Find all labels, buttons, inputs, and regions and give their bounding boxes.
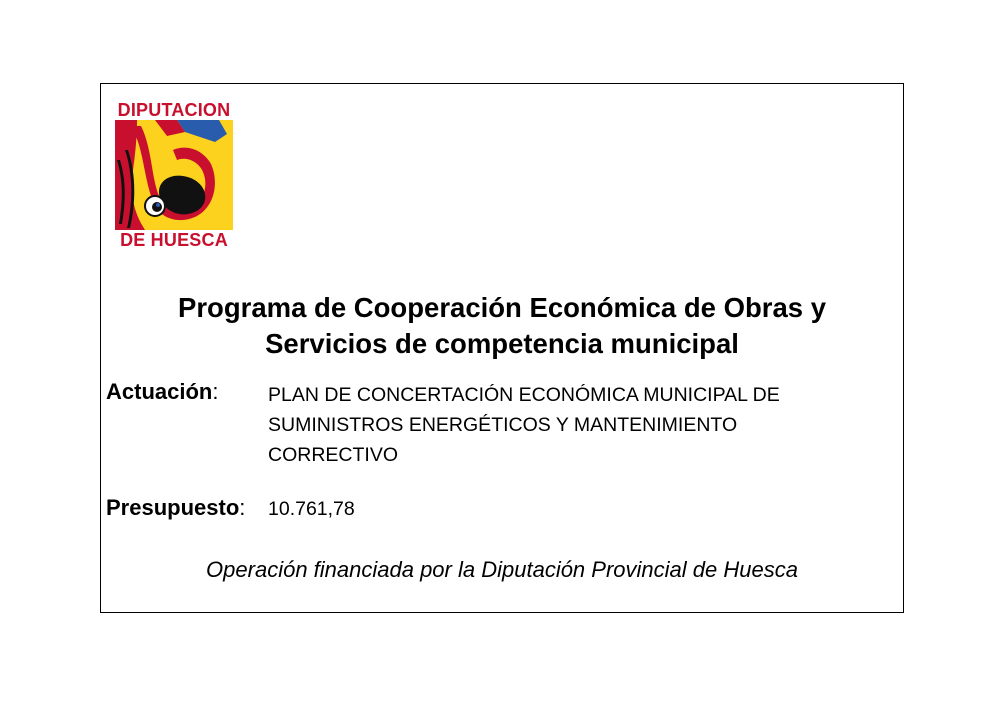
presupuesto-label-text: Presupuesto [106,495,240,520]
presupuesto-value: 10.761,78 [268,498,355,520]
program-title-line-2: Servicios de competencia municipal [265,328,739,359]
actuacion-label-text: Actuación [106,379,213,404]
logo-bottom-text: DE HUESCA [120,230,228,250]
diputacion-huesca-logo [115,100,233,252]
program-title-line-1: Programa de Cooperación Económica de Obras y [178,292,826,323]
actuacion-value [268,380,780,470]
logo-top-text: DIPUTACION [117,100,231,120]
actuacion-line-2: SUMINISTROS ENERGÉTICOS Y MANTENIMIENTO [268,414,738,436]
funding-footnote: Operación financiada por la Diputación Provincial de Huesca [206,557,798,582]
presupuesto-label [106,495,245,521]
actuacion-line-1: PLAN DE CONCERTACIÓN ECONÓMICA MUNICIPAL DE [268,384,780,406]
actuacion-line-3: CORRECTIVO [268,444,399,466]
actuacion-colon: : [212,379,219,404]
presupuesto-colon: : [239,495,246,520]
document-panel [100,83,904,613]
program-title [101,290,903,362]
logo-emblem-icon [115,120,233,230]
actuacion-label [106,379,218,405]
